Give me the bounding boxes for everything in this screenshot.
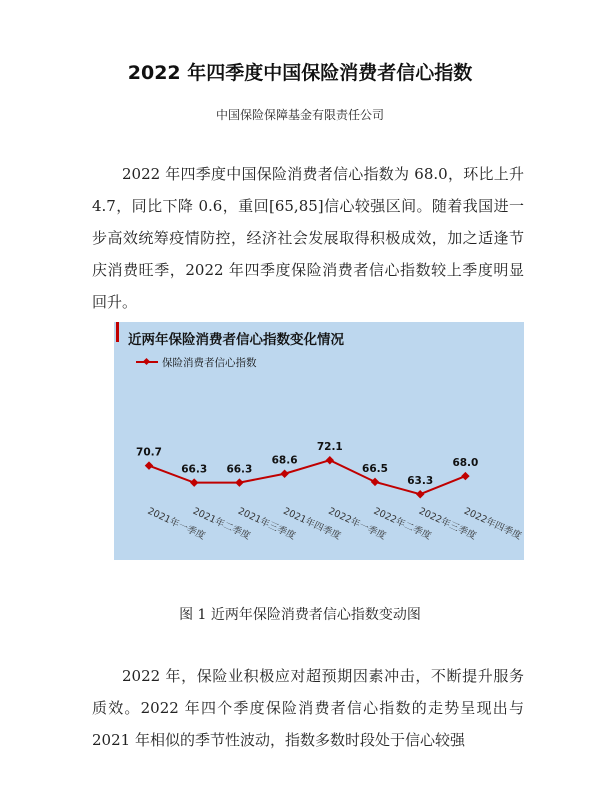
data-point bbox=[235, 478, 243, 486]
data-point bbox=[416, 490, 424, 498]
data-label: 72.1 bbox=[316, 441, 343, 454]
data-point bbox=[326, 456, 334, 464]
data-label: 66.3 bbox=[181, 463, 208, 476]
data-label: 66.3 bbox=[226, 463, 253, 476]
confidence-index-line-chart bbox=[114, 322, 524, 560]
organization-name: 中国保险保障基金有限责任公司 bbox=[215, 108, 384, 122]
x-tick-label: 2022年三季度 bbox=[416, 505, 478, 543]
x-tick-label: 2022年四季度 bbox=[462, 505, 524, 543]
chart-title: 近两年保险消费者信心指数变化情况 bbox=[128, 332, 344, 348]
data-point bbox=[190, 478, 198, 486]
x-tick-label: 2021年三季度 bbox=[236, 505, 298, 543]
document-title: 2022 年四季度中国保险消费者信心指数 bbox=[127, 62, 473, 84]
x-tick-label: 2021年一季度 bbox=[145, 505, 207, 543]
data-label: 70.7 bbox=[136, 446, 162, 459]
x-tick-label: 2022年二季度 bbox=[371, 505, 433, 543]
intro-paragraph: 2022 年四季度中国保险消费者信心指数为 68.0，环比上升 4.7，同比下降 0.6，重回[65,85]信心较强区间。随着我国进一步高效统筹疫情防控，经济社会发展取得积极成效，加之适逢节庆消费旺季，2022 年四季度保险消费者信心指数较上季度明显回升。 bbox=[92, 165, 524, 311]
x-tick-label: 2021年二季度 bbox=[190, 505, 252, 543]
data-point bbox=[371, 478, 379, 486]
legend-label: 保险消费者信心指数 bbox=[162, 356, 257, 369]
figure-caption: 图 1 近两年保险消费者信心指数变动图 bbox=[179, 607, 421, 623]
data-label: 68.6 bbox=[271, 454, 298, 467]
data-point bbox=[280, 470, 288, 478]
body-paragraph: 2022 年，保险业积极应对超预期因素冲击，不断提升服务质效。2022 年四个季度保险消费者信心指数的走势呈现出与 2021 年相似的季节性波动，指数多数时段处于信心较强 bbox=[92, 667, 524, 749]
x-tick-label: 2022年一季度 bbox=[326, 505, 388, 543]
data-label: 68.0 bbox=[452, 457, 479, 470]
data-label: 66.5 bbox=[362, 462, 388, 475]
data-label: 63.3 bbox=[407, 475, 434, 488]
data-point bbox=[145, 461, 153, 469]
x-tick-label: 2021年四季度 bbox=[281, 505, 343, 543]
data-point bbox=[461, 472, 469, 480]
